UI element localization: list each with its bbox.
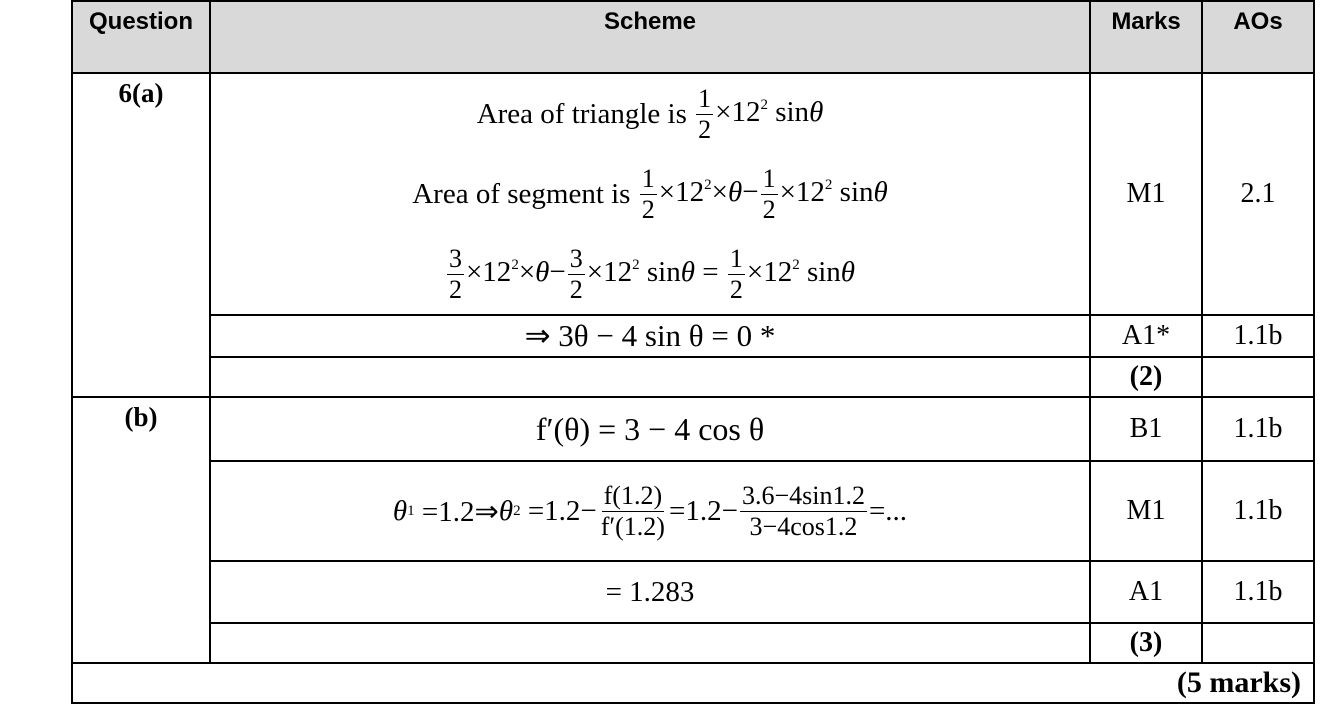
triangle-area-text: Area of triangle is — [476, 97, 687, 130]
ao-b1: 1.1b — [1202, 397, 1314, 461]
table-row — [72, 315, 1314, 357]
empty-scheme-cell — [210, 357, 1090, 397]
mark-a1-b: A1 — [1090, 561, 1202, 623]
empty-scheme-cell — [210, 623, 1090, 663]
table-row — [72, 73, 1314, 315]
mark-scheme-sheet — [71, 0, 1313, 704]
newton-raphson-formula: θ 1 =1.2⇒ θ 2 =1.2− $\frac{f(1.2)}{f'(1.2)}$ =1.2− $\frac{3.6-4\sin 1.2}{3-4\cos 1.2}$ =... — [392, 480, 908, 541]
segment-area-line — [211, 154, 1089, 234]
mark-m1-b: M1 — [1090, 461, 1202, 561]
total-marks: (5 marks) — [72, 663, 1314, 703]
empty-ao-cell — [1202, 357, 1314, 397]
header-aos: AOs — [1202, 1, 1314, 73]
derivative-formula: f′(θ) = 3 − 4 cos θ — [210, 397, 1090, 461]
question-label-6b: (b) — [72, 397, 210, 663]
table-row — [72, 623, 1314, 663]
header-row — [72, 1, 1314, 73]
total-row — [72, 663, 1314, 703]
triangle-area-line — [211, 74, 1089, 154]
segment-area-formula: $\frac{1}{2}$ $\times 12^2\times\theta-$ $\frac{1}{2}$ $\times 12^2$ sinθ — [641, 163, 888, 224]
result-value: = 1.283 — [210, 561, 1090, 623]
table-row — [72, 461, 1314, 561]
mark-m1-a: M1 — [1090, 73, 1202, 315]
triangle-area-formula: $\frac{1}{2}$ $\times 12^2$ sinθ — [698, 83, 824, 144]
scheme-cell-area-working — [210, 73, 1090, 315]
table-row — [72, 357, 1314, 397]
header-scheme: Scheme — [210, 1, 1090, 73]
subtotal-a: (2) — [1090, 357, 1202, 397]
equation-line — [211, 234, 1089, 314]
empty-ao-cell — [1202, 623, 1314, 663]
question-label-6a: 6(a) — [72, 73, 210, 397]
subtotal-b: (3) — [1090, 623, 1202, 663]
ao-a1-star: 1.1b — [1202, 315, 1314, 357]
header-question: Question — [72, 1, 210, 73]
header-marks: Marks — [1090, 1, 1202, 73]
segment-area-text: Area of segment is — [412, 177, 631, 210]
area-equation-formula: $\frac{3}{2}$ $\times 12^2\times\theta-$ $\frac{3}{2}$ $\times 12^2$ sinθ = $\frac{1}{2}$ $\times 12^2$ sinθ — [448, 243, 856, 304]
implies-equation: ⇒ 3θ − 4 sin θ = 0 * — [210, 315, 1090, 357]
table-row — [72, 397, 1314, 461]
table-row — [72, 561, 1314, 623]
ao-a1-b: 1.1b — [1202, 561, 1314, 623]
mark-a1-star: A1* — [1090, 315, 1202, 357]
mark-b1: B1 — [1090, 397, 1202, 461]
mark-scheme-table — [71, 0, 1315, 704]
ao-m1-b: 1.1b — [1202, 461, 1314, 561]
newton-raphson-step — [210, 461, 1090, 561]
ao-2-1: 2.1 — [1202, 73, 1314, 315]
